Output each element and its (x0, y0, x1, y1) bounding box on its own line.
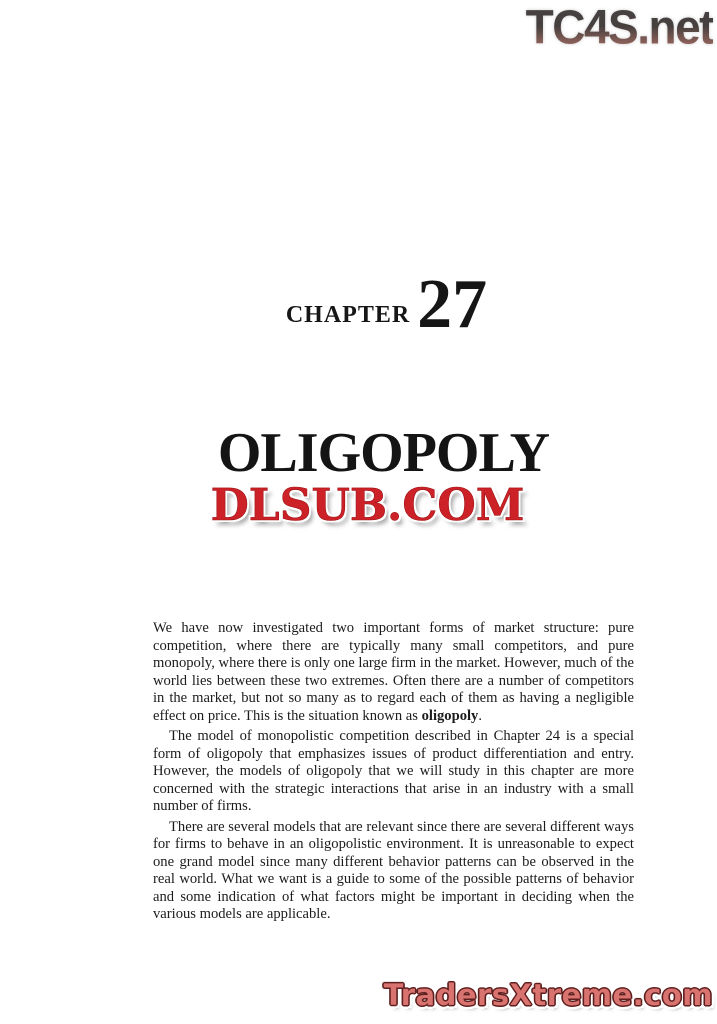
tradersxtreme-watermark: TradersXtreme.com (383, 978, 713, 1012)
dlsub-watermark: DLSUB.COM (210, 480, 525, 531)
body-text (153, 620, 634, 924)
paragraph-3: There are several models that are relevant since there are several different ways for firms to behave in an oligopolistic environment. It is unreasonable to expect one grand model since many different behavior patterns can be observed in the real world. What we want is a guide to some of the possible patterns of behavior and some indication of what factors might be important in deciding when the various models are applicable. (153, 818, 634, 922)
chapter-label: CHAPTER (285, 302, 411, 328)
oligopoly-term: oligopoly (421, 707, 479, 724)
paragraph-1-period: . (478, 707, 483, 724)
tc4s-watermark: TC4S.net (525, 0, 713, 55)
chapter-heading (146, 266, 627, 358)
chapter-number: 27 (417, 266, 488, 343)
paragraph-1 (153, 620, 634, 725)
chapter-title: OLIGOPOLY (217, 422, 550, 484)
paragraph-1-text: We have now investigated two important forms of market structure: pure competition, where there are typically many small competitors, and pure monopoly, where there is only one large firm in the market. However, much of the world lies between these two extremes. Often there are a number of competitors in the market, but not so many as to regard each of them as having a negligible effect on price. This is the situation known as (153, 620, 634, 724)
paragraph-2: The model of monopolistic competition described in Chapter 24 is a special form of oligopoly that emphasizes issues of product differentiation and entry. However, the models of oligopoly that we will study in this chapter are more concerned with the strategic interactions that arise in an industry with a small number of firms. (153, 728, 634, 814)
